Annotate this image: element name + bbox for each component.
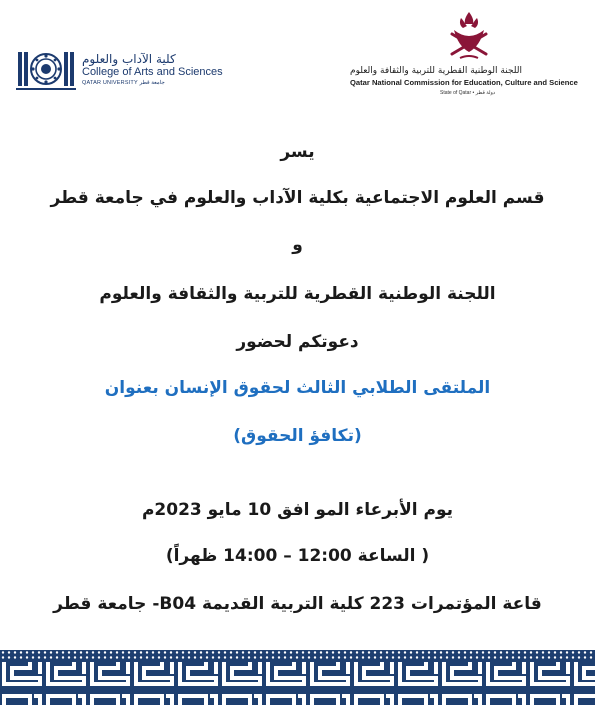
cas-emblem-icon [16, 48, 76, 92]
cas-text-block [82, 52, 223, 87]
event-date: يوم الأبرعاء المو افق 10 مايو 2023م [141, 500, 454, 520]
invitation-conjunction: و [292, 235, 303, 255]
invitation-host-department: قسم العلوم الاجتماعية بكلية الآداب والعلوم في جامعة قطر [50, 188, 545, 208]
qnc-english-name: Qatar National Commission for Education, Culture and Science [350, 78, 578, 87]
cas-university-name: QATAR UNIVERSITY جامعة قطر [82, 80, 165, 86]
event-subtitle: (تكافؤ الحقوق) [233, 426, 362, 446]
qnc-emblem-icon [446, 8, 492, 64]
invitation-invite-text: دعوتكم لحضور [236, 332, 359, 352]
event-time: ( الساعة 12:00 – 14:00 ظهراً) [165, 546, 430, 566]
qnc-state-label: State of Qatar • دولة قطر [440, 90, 496, 96]
cas-logo [16, 48, 223, 96]
qnc-logo [350, 8, 590, 108]
invitation-co-host: اللجنة الوطنية القطرية للتربية والثقافة والعلوم [99, 284, 496, 304]
cas-english-name: College of Arts and Sciences [82, 66, 223, 78]
event-title: الملتقى الطلابي الثالث لحقوق الإنسان بعنوان [104, 378, 491, 398]
event-venue: قاعة المؤتمرات 223 كلية التربية القديمة B04- جامعة قطر [53, 594, 542, 614]
cas-arabic-name: كلية الآداب والعلوم [82, 52, 176, 66]
footer-pattern [0, 650, 595, 705]
qnc-arabic-name: اللجنة الوطنية القطرية للتربية والثقافة والعلوم [350, 66, 522, 76]
invitation-opening: يسر [280, 142, 315, 162]
